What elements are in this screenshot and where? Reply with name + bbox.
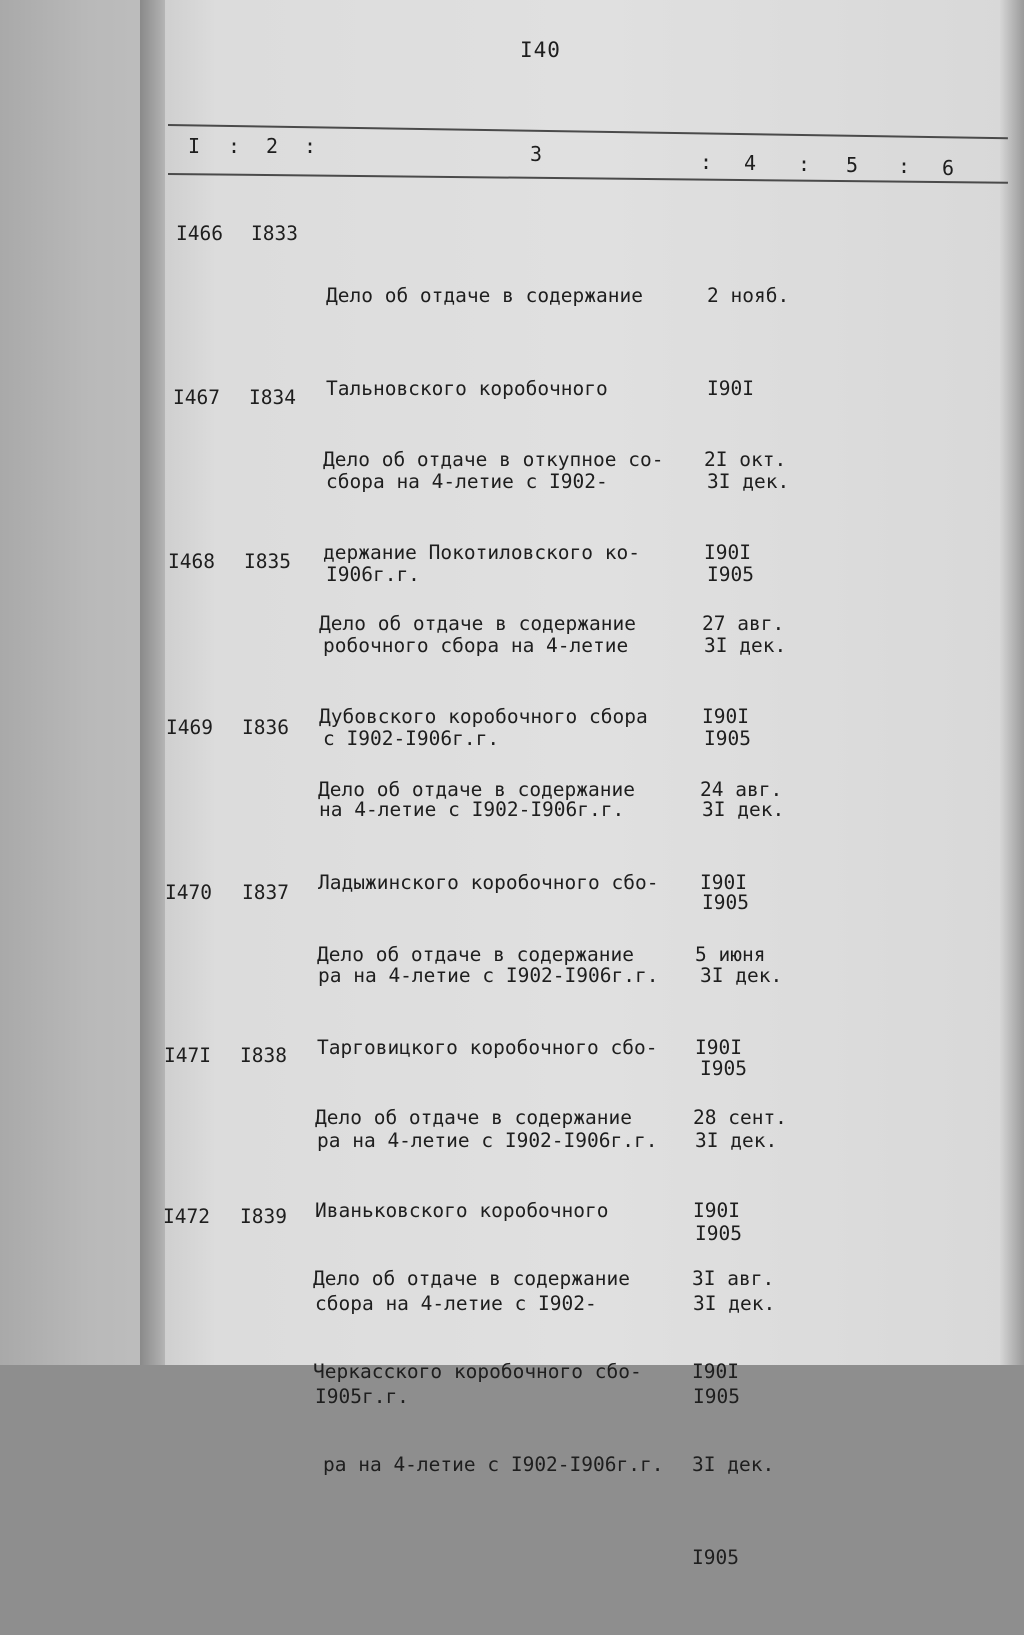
- record-title: Дело об отдаче в содержание Тальновского коробочного сбора на 4-летие с I902- I906г.г.: [326, 284, 643, 586]
- column-header: 3: [530, 142, 543, 166]
- record-title: Дело об отдаче в содержание Черкасского коробочного сбо- ра на 4-летие с I902-I906г.г.: [313, 1267, 664, 1476]
- record-dates: 2 нояб. I90I 3I дек. I905: [707, 284, 790, 586]
- record-number: I47I: [164, 1044, 211, 1067]
- record-number: I466: [176, 222, 223, 245]
- record-code: I834: [249, 386, 296, 409]
- record-dates: 27 авг. I90I 3I дек. I905: [702, 612, 785, 914]
- record-title: Дело об отдаче в содержание Дубовского коробочного сбора на 4-летие с I902-I906г.г.: [319, 612, 648, 821]
- column-separator: :: [228, 134, 241, 158]
- column-header: I: [188, 134, 201, 158]
- record-title: Дело об отдаче в содержание Ладыжинского коробочного сбо- ра на 4-летие с I902-I906г.г.: [318, 778, 659, 987]
- column-header: 2: [266, 134, 279, 158]
- column-separator: :: [898, 154, 911, 178]
- record-code: I838: [240, 1044, 287, 1067]
- record-title: Дело об отдаче в содержание Иваньковского коробочного сбора на 4-летие с I902- I905г.г.: [315, 1106, 632, 1408]
- record-dates: 24 авг. I90I 3I дек. I905: [700, 778, 783, 1080]
- record-number: I467: [173, 386, 220, 409]
- column-header: 6: [942, 156, 955, 180]
- page-number: I40: [520, 38, 561, 62]
- record-code: I837: [242, 881, 289, 904]
- record-dates: 5 июня I90I 3I дек. I905: [695, 943, 778, 1245]
- column-header: 4: [744, 151, 757, 175]
- column-header: 5: [846, 153, 859, 177]
- record-number: I469: [166, 716, 213, 739]
- record-dates: 3I авг. I90I 3I дек. I905: [692, 1267, 775, 1569]
- record-dates: 2I окт. I90I 3I дек. I905: [704, 448, 787, 750]
- record-number: I468: [168, 550, 215, 573]
- record-code: I839: [240, 1205, 287, 1228]
- record-number: I470: [165, 881, 212, 904]
- column-separator: :: [700, 150, 713, 174]
- record-number: I472: [163, 1205, 210, 1228]
- record-title: Дело об отдаче в содержание Тарговицкого коробочного сбо- ра на 4-летие с I902-I906г.г.: [317, 943, 658, 1152]
- record-code: I833: [251, 222, 298, 245]
- record-code: I836: [242, 716, 289, 739]
- record-dates: 28 сент. I90I 3I дек. I905: [693, 1106, 787, 1408]
- record-title: Дело об отдаче в откупное со- держание Покотиловского ко- робочного сбора на 4-летие с I902-I906г.г.: [323, 448, 664, 750]
- column-separator: :: [798, 152, 811, 176]
- record-code: I835: [244, 550, 291, 573]
- column-separator: :: [304, 134, 317, 158]
